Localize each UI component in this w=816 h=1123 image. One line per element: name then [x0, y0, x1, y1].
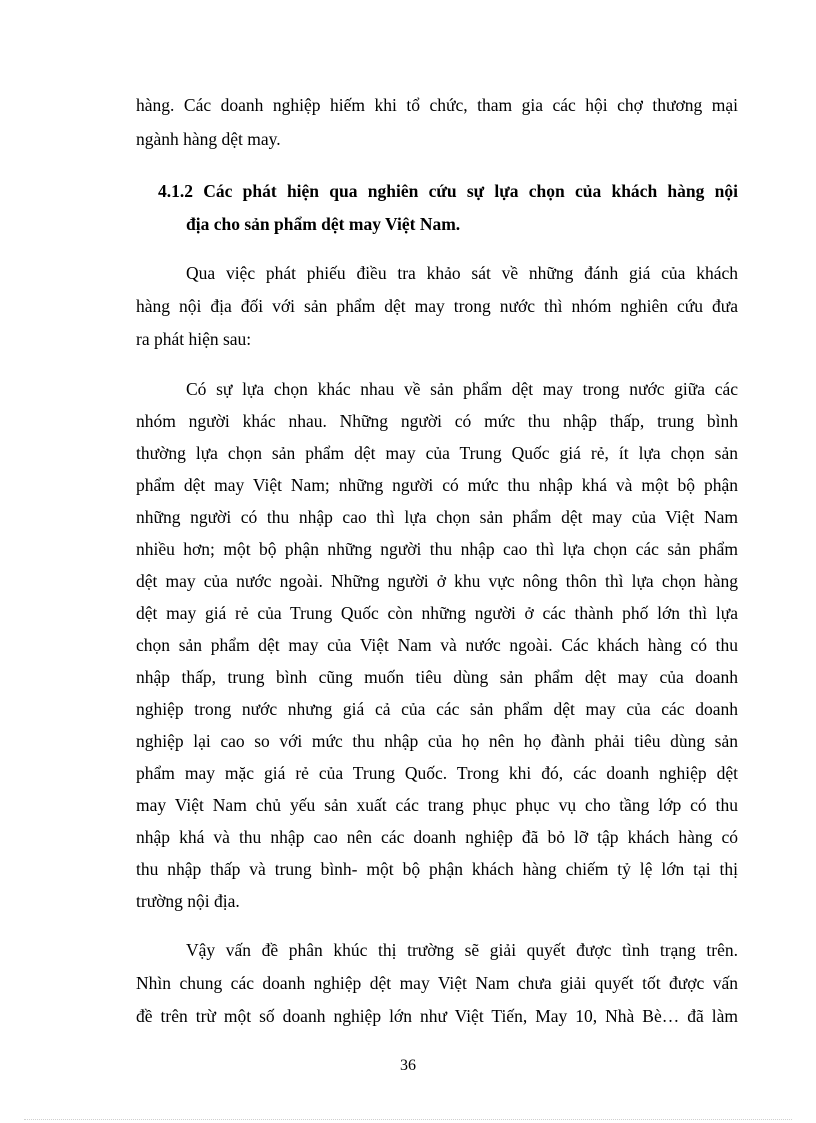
text-line: nghiệp lại cao so với mức thu nhập của họ nên họ đành phải tiêu dùng sản [136, 731, 738, 751]
text-line: hàng nội địa đối với sản phẩm dệt may trong nước thì nhóm nghiên cứu đưa [136, 296, 738, 316]
text-line: Qua việc phát phiếu điều tra khảo sát về những đánh giá của khách [186, 263, 738, 283]
text-line: nhập thấp, trung bình cũng muốn tiêu dùng sản phẩm dệt may của doanh [136, 667, 738, 687]
text-line: nhiều hơn; một bộ phận những người thu nhập cao thì lựa chọn các sản phẩm [136, 539, 738, 559]
text-line: nhóm người khác nhau. Những người có mức thu nhập thấp, trung bình [136, 411, 738, 431]
text-line: nhập khá và thu nhập cao nên các doanh nghiệp đã bỏ lỡ tập khách hàng có [136, 827, 738, 847]
text-line: trường nội địa. [136, 891, 240, 911]
text-line: những người có thu nhập cao thì lựa chọn sản phẩm dệt may của Việt Nam [136, 507, 738, 527]
text-line: dệt may giá rẻ của Trung Quốc còn những người ở các thành phố lớn thì lựa [136, 603, 738, 623]
text-line: Vậy vấn đề phân khúc thị trường sẽ giải quyết được tình trạng trên. [186, 940, 738, 960]
text-line: ngành hàng dệt may. [136, 129, 281, 149]
text-line: thường lựa chọn sản phẩm dệt may của Trung Quốc giá rẻ, ít lựa chọn sản [136, 443, 738, 463]
text-line: may Việt Nam chủ yếu sản xuất các trang phục phục vụ cho tầng lớp có thu [136, 795, 738, 815]
text-line: phẩm dệt may Việt Nam; những người có mức thu nhập khá và một bộ phận [136, 475, 738, 495]
page-number: 36 [400, 1057, 416, 1074]
text-line: phẩm may mặc giá rẻ của Trung Quốc. Trong khi đó, các doanh nghiệp dệt [136, 763, 738, 783]
text-line: Nhìn chung các doanh nghiệp dệt may Việt Nam chưa giải quyết tốt được vấn [136, 973, 738, 993]
text-line: ra phát hiện sau: [136, 329, 252, 349]
footer-divider [24, 1119, 792, 1120]
text-line: đề trên trừ một số doanh nghiệp lớn như Việt Tiến, May 10, Nhà Bè… đã làm [136, 1006, 738, 1026]
text-line: hàng. Các doanh nghiệp hiếm khi tổ chức, tham gia các hội chợ thương mại [136, 95, 738, 115]
section-heading: 4.1.2 Các phát hiện qua nghiên cứu sự lựa chọn của khách hàng nội [158, 181, 738, 201]
section-heading: địa cho sản phẩm dệt may Việt Nam. [186, 214, 461, 234]
text-line: dệt may của nước ngoài. Những người ở khu vực nông thôn thì lựa chọn hàng [136, 571, 738, 591]
text-line: thu nhập thấp và trung bình- một bộ phận khách hàng chiếm tỷ lệ lớn tại thị [136, 859, 738, 879]
text-line: nghiệp trong nước nhưng giá cả của các sản phẩm dệt may của các doanh [136, 699, 738, 719]
text-line: chọn sản phẩm dệt may của Việt Nam và nước ngoài. Các khách hàng có thu [136, 635, 738, 655]
text-line: Có sự lựa chọn khác nhau về sản phẩm dệt may trong nước giữa các [186, 379, 738, 399]
